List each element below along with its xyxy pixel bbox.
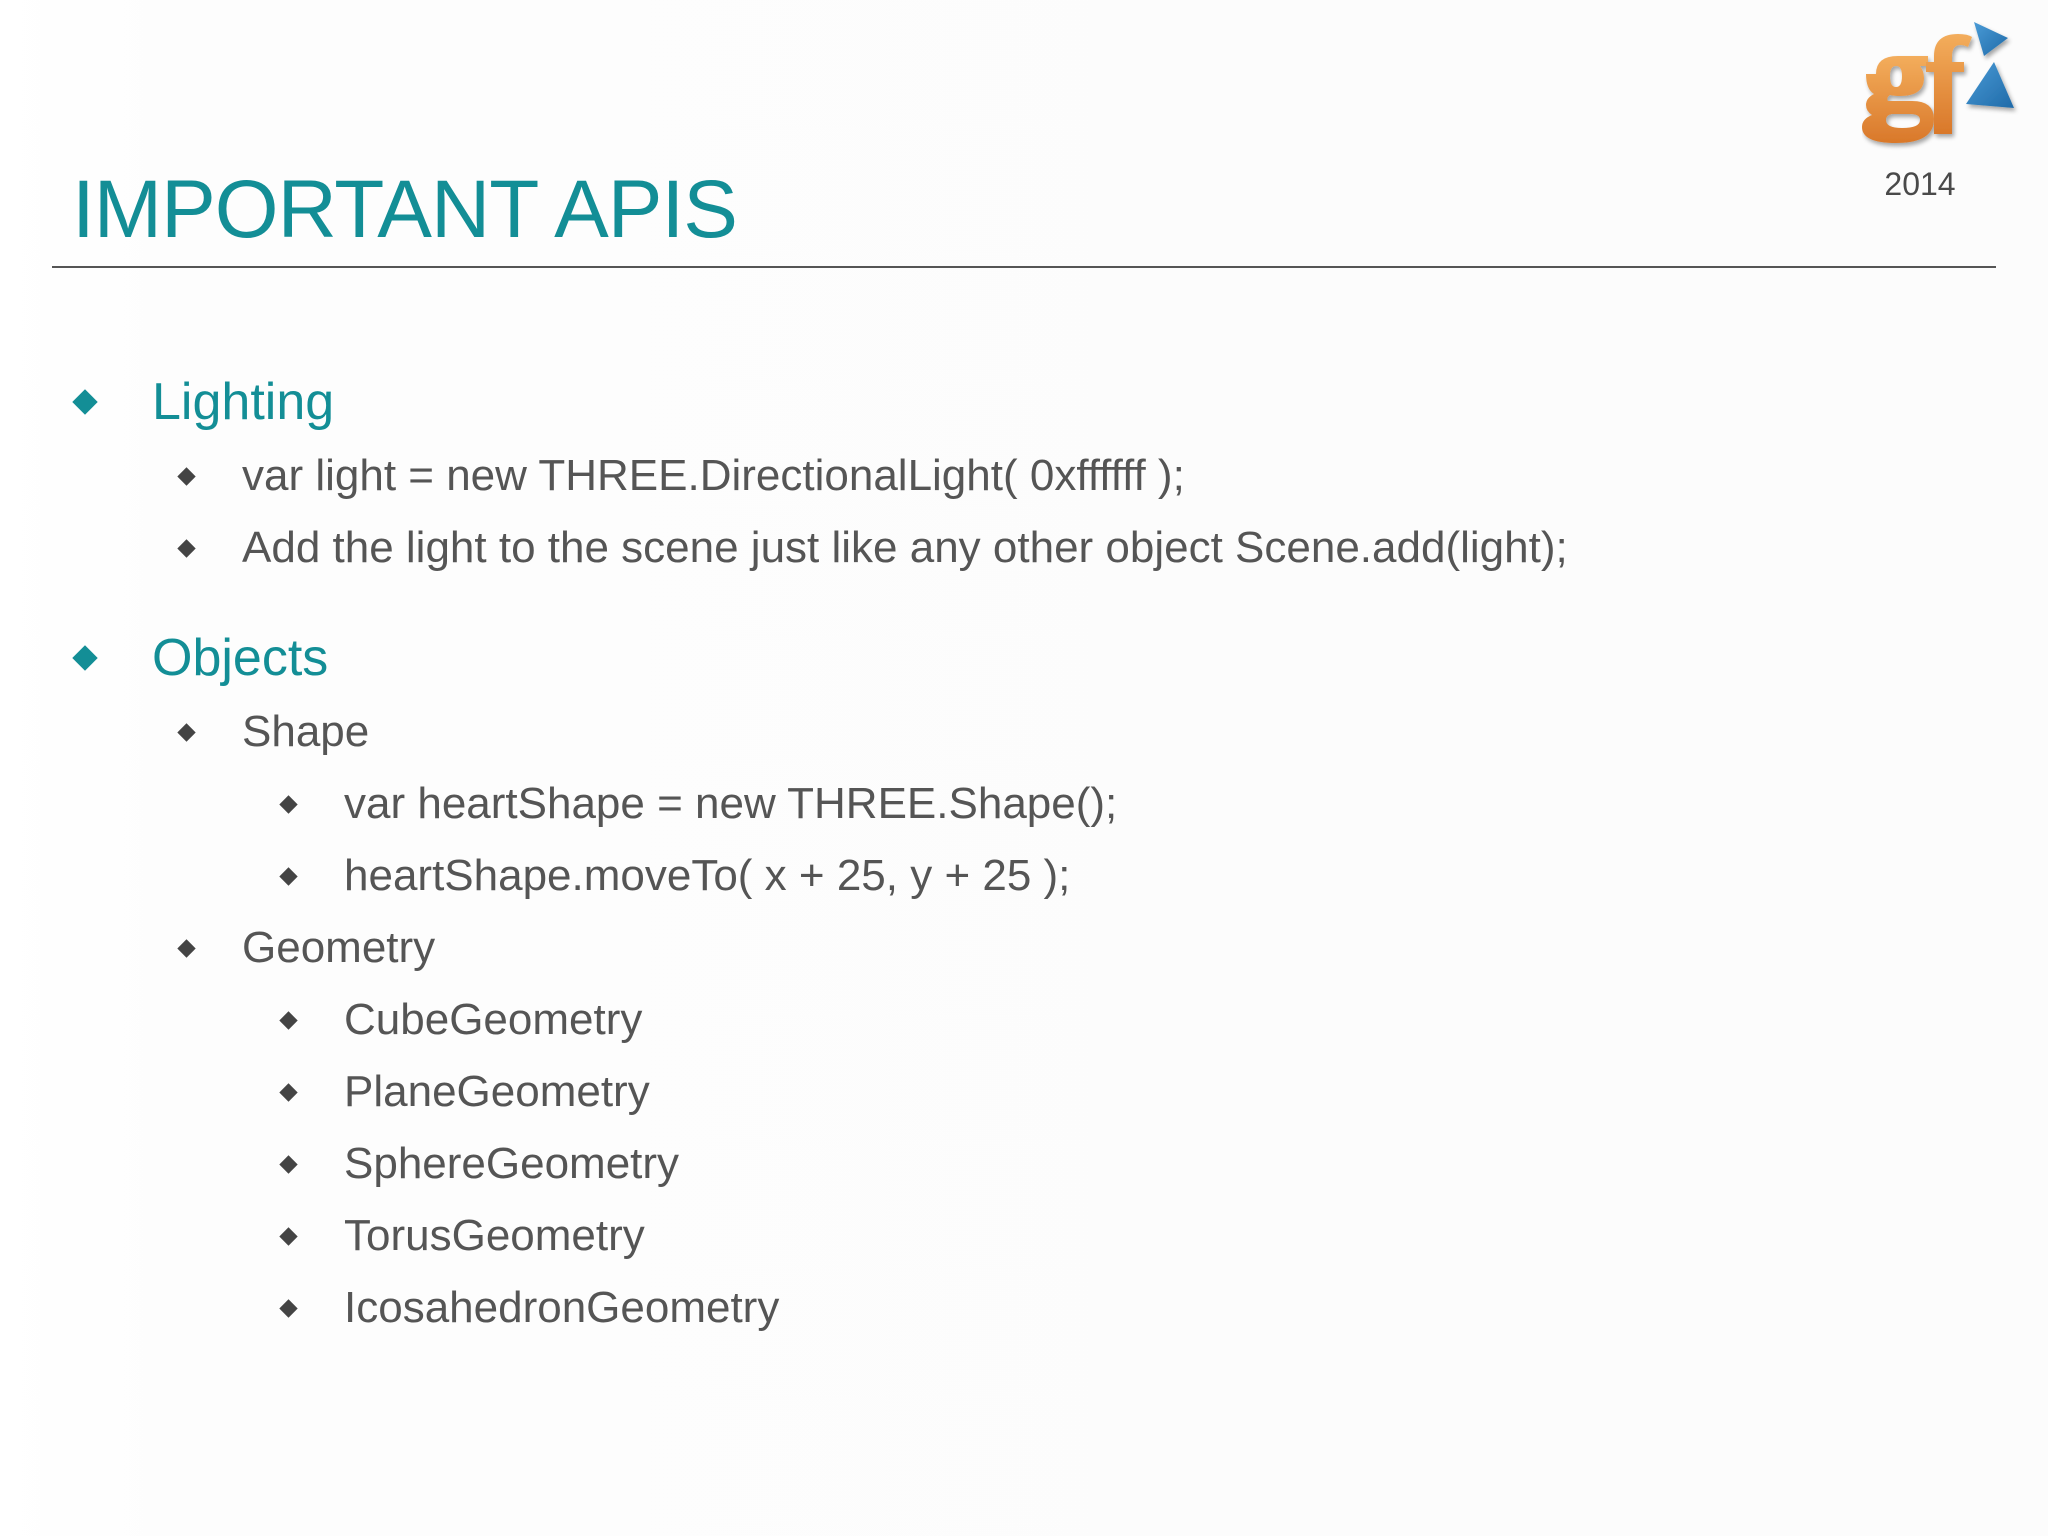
diamond-bullet-icon xyxy=(72,645,97,670)
bullet-cube-geometry xyxy=(278,994,642,1046)
bullet-text: TorusGeometry xyxy=(344,1211,645,1260)
bullet-directional-light xyxy=(176,450,1185,502)
bullet-lighting xyxy=(72,372,334,432)
title-divider xyxy=(52,266,1996,268)
diamond-bullet-icon xyxy=(72,389,97,414)
gf-logo xyxy=(1862,16,2022,166)
diamond-bullet-icon xyxy=(279,1299,297,1317)
bullet-text: SphereGeometry xyxy=(344,1139,680,1188)
bullet-move-to xyxy=(278,850,1070,902)
diamond-bullet-icon xyxy=(279,1155,297,1173)
diamond-bullet-icon xyxy=(279,1011,297,1029)
bullet-text: Shape xyxy=(242,707,370,756)
diamond-bullet-icon xyxy=(279,1083,297,1101)
bullet-text: IcosahedronGeometry xyxy=(344,1283,780,1332)
diamond-bullet-icon xyxy=(177,939,195,957)
bullet-objects xyxy=(72,628,328,688)
diamond-bullet-icon xyxy=(279,1227,297,1245)
bullet-text: CubeGeometry xyxy=(344,995,643,1044)
bullet-heart-shape xyxy=(278,778,1117,830)
bullet-text: PlaneGeometry xyxy=(344,1067,650,1116)
bullet-icosahedron-geometry xyxy=(278,1282,779,1334)
bullet-plane-geometry xyxy=(278,1066,650,1118)
bullet-geometry xyxy=(176,922,435,974)
bullet-text: Lighting xyxy=(152,373,335,431)
diamond-bullet-icon xyxy=(279,795,297,813)
bullet-text: heartShape.moveTo( x + 25, y + 25 ); xyxy=(344,851,1071,900)
bullet-add-light xyxy=(176,522,1568,574)
diamond-bullet-icon xyxy=(177,723,195,741)
bullet-torus-geometry xyxy=(278,1210,645,1262)
bullet-text: Add the light to the scene just like any other object Scene.add(light); xyxy=(242,523,1568,572)
bullet-text: var heartShape = new THREE.Shape(); xyxy=(344,779,1118,828)
bullet-shape xyxy=(176,706,369,758)
bullet-text: Geometry xyxy=(242,923,436,972)
bullet-text: var light = new THREE.DirectionalLight( 0xffffff ); xyxy=(242,451,1185,500)
bullet-sphere-geometry xyxy=(278,1138,679,1190)
logo-year: 2014 xyxy=(1884,166,1956,202)
slide-title: IMPORTANT APIS xyxy=(72,164,737,255)
diamond-bullet-icon xyxy=(279,867,297,885)
diamond-bullet-icon xyxy=(177,539,195,557)
diamond-bullet-icon xyxy=(177,467,195,485)
bullet-text: Objects xyxy=(152,629,329,687)
